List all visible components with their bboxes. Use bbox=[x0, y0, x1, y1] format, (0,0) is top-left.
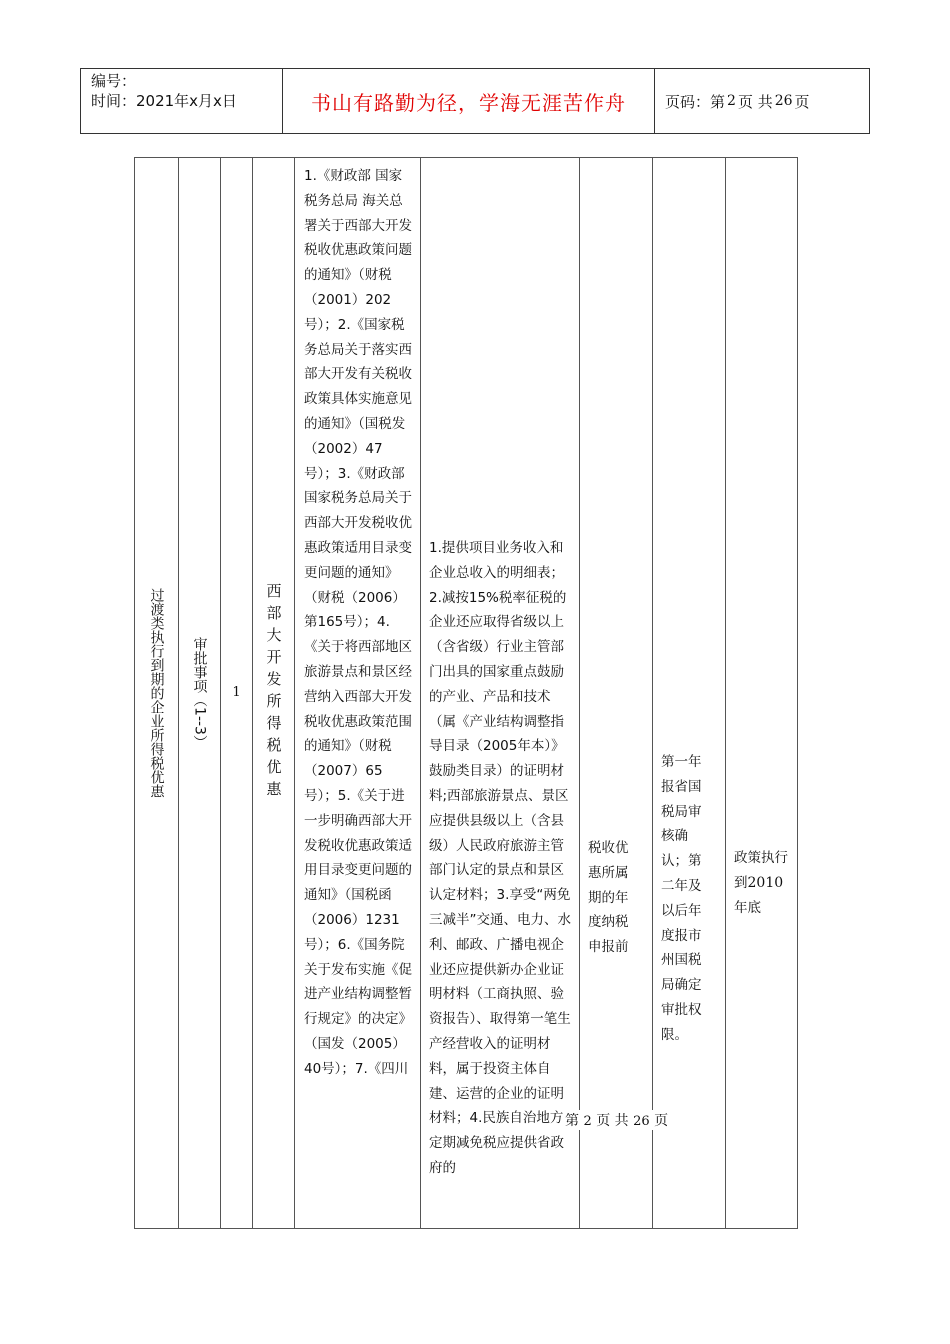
page-current: 2 bbox=[727, 93, 736, 109]
deadline-cell bbox=[580, 158, 653, 1228]
policy-basis-cell bbox=[295, 158, 421, 1228]
document-time-label: 时间：2021年x月x日 bbox=[91, 92, 237, 110]
period-suffix: 年底 bbox=[734, 899, 761, 916]
period-cell bbox=[726, 158, 799, 1228]
document-header bbox=[80, 68, 870, 134]
policy-basis-text: 1.《财政部 国家税务总局 海关总署关于西部大开发税收优惠政策问题的通知》（财税（2001）202号）；2.《国家税务总局关于落实西部大开发有关税收政策具体实施意见的通知》（国税发（2002）47号）；3.《财政部 国家税务总局关于西部大开发税收优惠政策适用目录变更问题的通知》（财税（2006）第165号）；4.《关于将西部地区旅游景点和景区经营纳入西部大开发税收优惠政策范围的通知》（财税（2007）65号）；5.《关于进一步明确西部大开发税收优惠政策适用目录变更问题的通知》（国税函（2006）1231号）；6.《国务院关于发布实施《促进产业结构调整暂行规定》的决定》（国发（2005）40号）；7.《四川 bbox=[304, 168, 412, 1077]
name-text: 西部大开发所得税优惠 bbox=[264, 583, 283, 803]
category-text: 过渡类执行到期的企业所得税优惠 bbox=[148, 588, 165, 798]
footer-page-suffix: 页 bbox=[654, 1113, 669, 1129]
item-type-text: 审批事项（1--3） bbox=[191, 637, 208, 749]
tax-preference-table bbox=[134, 157, 798, 1229]
materials-text: 1.提供项目业务收入和企业总收入的明细表；2.减按15%税率征税的企业还应取得省级以上（含省级）行业主管部门出具的国家重点鼓励的产业、产品和技术（属《产业结构调整指导目录（2005年本）》鼓励类目录）的证明材料;西部旅游景点、景区应提供县级以上（含县级）人民政府旅游主管部门认定的景点和景区认定材料；3.享受“两免三减半”交通、电力、水利、邮政、广播电视企业还应提供新办企业证明材料（工商执照、验资报告）、取得第一笔生产经营收入的证明材料，属于投资主体自建、运营的企业的证明材料；4.民族自治地方定期减免税应提供省政府的 bbox=[429, 540, 571, 1176]
footer-page-prefix: 第 bbox=[565, 1113, 579, 1129]
authority-cell bbox=[653, 158, 726, 1228]
footer-page-mid: 页 共 bbox=[596, 1113, 629, 1129]
deadline-text: 税收优惠所属期的年度纳税申报前 bbox=[588, 840, 629, 956]
index-text: 1 bbox=[232, 685, 241, 700]
period-text bbox=[734, 846, 790, 920]
authority-text: 第一年报省国税局审核确认；第二年及以后年度报市州国税局确定审批权限。 bbox=[661, 754, 702, 1043]
period-year: 2010 bbox=[747, 874, 784, 891]
footer-page-indicator bbox=[563, 1110, 670, 1130]
header-motto: 书山有路勤为径，学海无涯苦作舟 bbox=[283, 69, 655, 133]
item-type-cell bbox=[179, 158, 221, 1228]
category-cell bbox=[135, 158, 179, 1228]
footer-page-total: 26 bbox=[633, 1114, 650, 1129]
page-mid: 页 共 bbox=[737, 92, 773, 111]
header-meta bbox=[81, 69, 283, 133]
page-prefix: 页码：第 bbox=[665, 92, 726, 111]
index-cell bbox=[221, 158, 253, 1228]
footer-page-current: 2 bbox=[583, 1114, 592, 1129]
page-suffix: 页 bbox=[794, 92, 810, 111]
page-total: 26 bbox=[774, 93, 793, 109]
materials-cell bbox=[421, 158, 580, 1228]
name-cell bbox=[253, 158, 295, 1228]
document-number-label: 编号： bbox=[91, 72, 137, 90]
period-prefix: 政策执行到 bbox=[734, 850, 788, 891]
header-page-indicator bbox=[655, 69, 871, 133]
